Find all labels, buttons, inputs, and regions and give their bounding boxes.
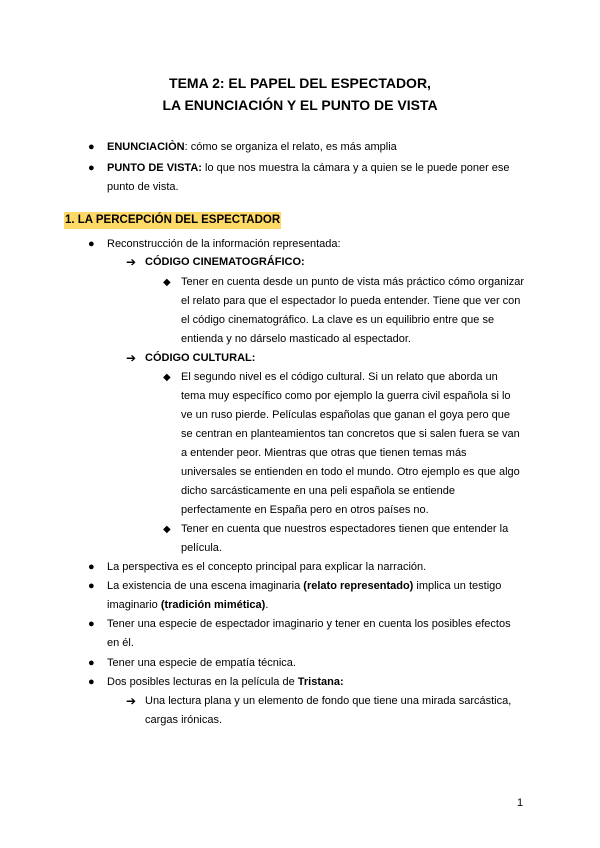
codigo-cultural-label: CÓDIGO CULTURAL: bbox=[145, 352, 256, 364]
tristana-line: cargas irónicas. bbox=[145, 714, 223, 726]
bullet-dot: ● bbox=[88, 657, 95, 669]
diamond-icon: ◆ bbox=[163, 524, 171, 535]
existencia-a: La existencia de una escena imaginaria bbox=[107, 580, 304, 592]
existencia-cont bbox=[107, 599, 268, 612]
codigo-cine-line: Tener en cuenta desde un punto de vista más práctico cómo organizar bbox=[181, 276, 525, 288]
enunciacion-term: ENUNCIACIÒN bbox=[107, 141, 185, 153]
arrow-icon: ➔ bbox=[126, 351, 137, 365]
existencia-d: imaginario bbox=[107, 599, 161, 611]
section-heading: 1. LA PERCEPCIÓN DEL ESPECTADOR bbox=[64, 212, 281, 229]
tristana-line: Una lectura plana y un elemento de fondo que tiene una mirada sarcástica, bbox=[145, 695, 512, 707]
dos-lecturas-text bbox=[107, 676, 344, 689]
perspectiva-text: La perspectiva es el concepto principal para explicar la narración. bbox=[107, 561, 427, 573]
codigo-cultural-line: perfectamente en España pero en otros países no. bbox=[181, 504, 429, 516]
existencia-text bbox=[107, 580, 501, 593]
codigo-cine-line: el código cinematográfico. La clave es un equilibrio entre que se bbox=[181, 314, 495, 326]
codigo-cine-line: entienda y no dárselo masticado al espectador. bbox=[181, 333, 411, 345]
punto-de-vista-text: lo que nos muestra la cámara y a quien se le puede poner ese bbox=[201, 162, 510, 174]
codigo-cultural-line: a entender peor. Mientras que otras que tienen temas más bbox=[181, 447, 467, 459]
enunciacion-item bbox=[107, 141, 397, 154]
dos-a: Dos posibles lecturas en la película de bbox=[107, 676, 298, 688]
codigo-cultural-line: ve un ruso pierde. Películas españolas que ganan el goya pero que bbox=[181, 409, 511, 421]
page-title-line1: TEMA 2: EL PAPEL DEL ESPECTADOR, bbox=[169, 75, 431, 91]
tener1-text: Tener una especie de espectador imaginario y tener en cuenta los posibles efectos bbox=[107, 618, 511, 630]
codigo-cultural-line: película. bbox=[181, 542, 222, 554]
codigo-cine-line: el relato para que el espectador lo pueda entender. Tiene que ver con bbox=[181, 295, 521, 307]
codigo-cultural-line: El segundo nivel es el código cultural. Si un relato que aborda un bbox=[181, 371, 498, 383]
bullet-dot: ● bbox=[88, 580, 95, 592]
existencia-b: (relato representado) bbox=[303, 580, 414, 592]
punto-de-vista-cont: punto de vista. bbox=[107, 181, 179, 193]
bullet-dot: ● bbox=[88, 618, 95, 630]
codigo-cultural-line: Tener en cuenta que nuestros espectadores tienen que entender la bbox=[181, 523, 509, 535]
diamond-icon: ◆ bbox=[163, 277, 171, 288]
codigo-cultural-line: universales se entienden en todo el mundo. Otro ejemplo es que algo bbox=[181, 466, 520, 478]
arrow-icon: ➔ bbox=[126, 255, 137, 269]
bullet-dot: ● bbox=[88, 141, 95, 153]
existencia-e: (tradición mimética) bbox=[160, 599, 266, 611]
existencia-c: implica un testigo bbox=[413, 580, 502, 592]
codigo-cultural-line: tema muy específico como por ejemplo la guerra civil española si lo bbox=[181, 390, 511, 402]
arrow-icon: ➔ bbox=[126, 694, 137, 708]
diamond-icon: ◆ bbox=[163, 372, 171, 383]
enunciacion-text: : cómo se organiza el relato, es más amplia bbox=[184, 141, 397, 153]
dos-b: Tristana: bbox=[297, 676, 344, 688]
bullet-dot: ● bbox=[88, 238, 95, 250]
tener1-cont: en él. bbox=[107, 637, 134, 649]
bullet-dot: ● bbox=[88, 561, 95, 573]
punto-de-vista-term: PUNTO DE VISTA: bbox=[107, 162, 202, 174]
page-number: 1 bbox=[517, 797, 524, 809]
page-title-line2: LA ENUNCIACIÓN Y EL PUNTO DE VISTA bbox=[162, 97, 438, 113]
codigo-cine-label: CÓDIGO CINEMATOGRÁFICO: bbox=[145, 256, 305, 268]
bullet-dot: ● bbox=[88, 676, 95, 688]
tener2-text: Tener una especie de empatía técnica. bbox=[107, 657, 296, 669]
codigo-cultural-line: se centran en planteamientos tan concretos que si salen fuera se van bbox=[181, 428, 520, 440]
reconstruccion-text: Reconstrucción de la información representada: bbox=[107, 238, 341, 250]
existencia-f: . bbox=[265, 599, 269, 611]
punto-de-vista-item bbox=[107, 162, 510, 175]
codigo-cultural-line: dicho sarcásticamente en una peli española se entiende bbox=[181, 485, 455, 497]
bullet-dot: ● bbox=[88, 162, 95, 174]
